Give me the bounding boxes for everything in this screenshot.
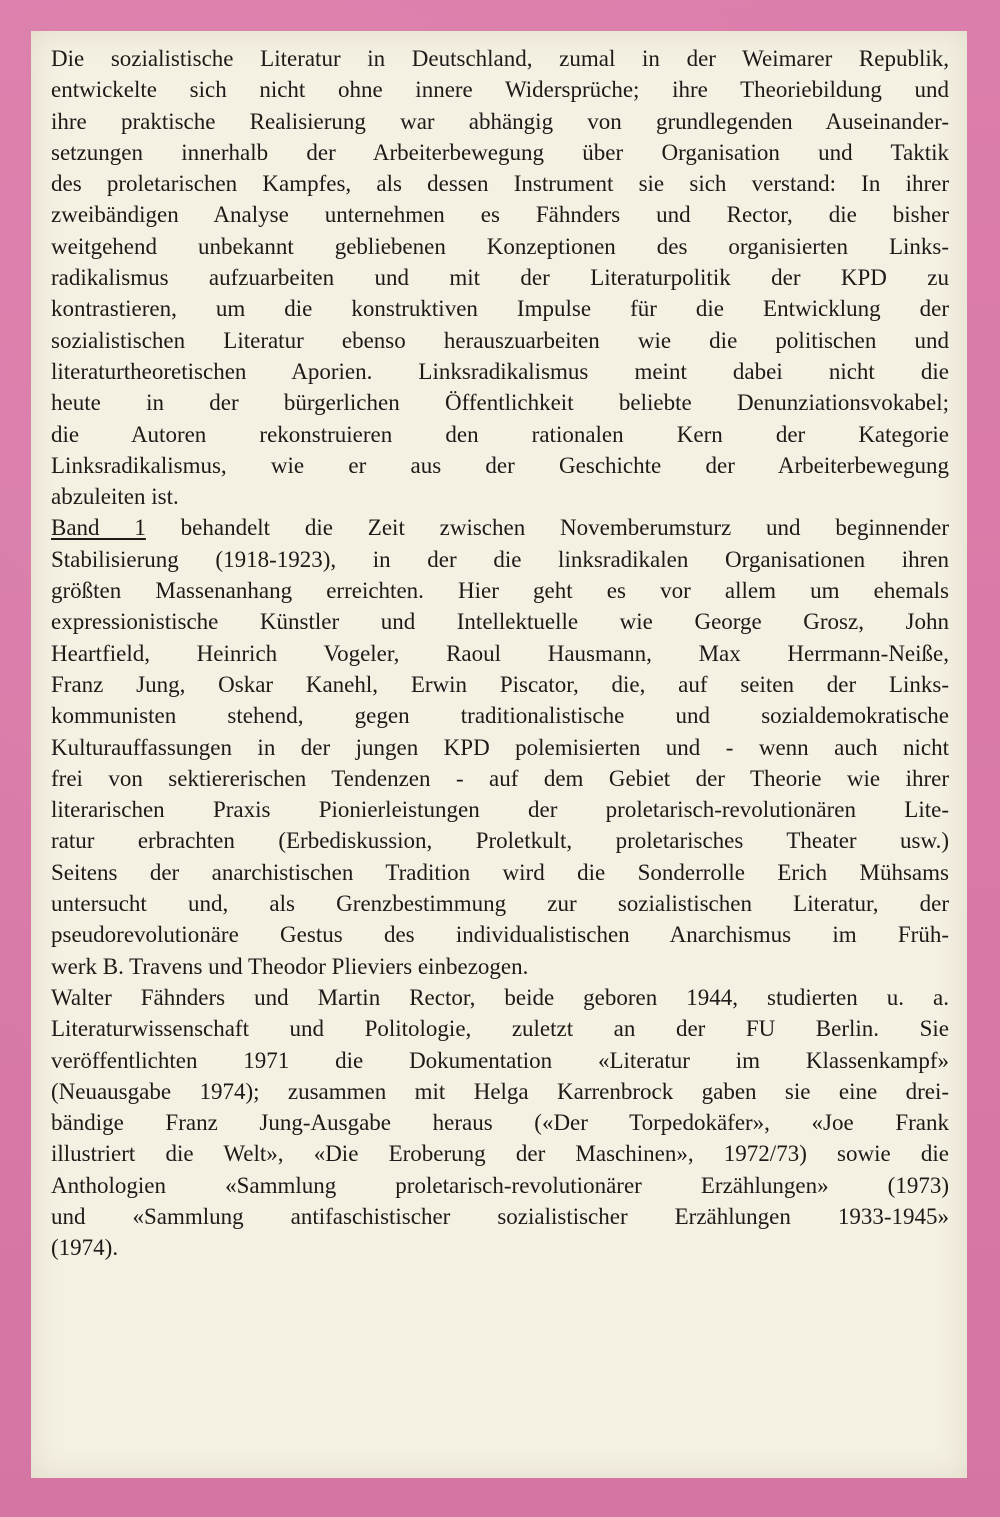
text-line: entwickelte sich nicht ohne innere Widersprüche; ihre Theoriebildung und <box>51 77 949 103</box>
paragraph-authors <box>51 982 949 1264</box>
text-line: literaturtheoretischen Aporien. Linksradikalismus meint dabei nicht die <box>51 358 949 384</box>
text-line: expressionistische Künstler und Intellektuelle wie George Grosz, John <box>51 609 949 635</box>
text-line <box>51 512 949 543</box>
text-line: literarischen Praxis Pionierleistungen der proletarisch-revolutionären Lite- <box>51 797 949 823</box>
text-line: Die sozialistische Literatur in Deutschland, zumal in der Weimarer Republik, <box>51 46 949 71</box>
text-line: zweibändigen Analyse unternehmen es Fähnders und Rector, die bisher <box>51 202 949 228</box>
text-line: sozialistischen Literatur ebenso herauszuarbeiten wie die politischen und <box>51 327 949 353</box>
text-line: bändige Franz Jung-Ausgabe heraus («Der Torpedokäfer», «Joe Frank <box>51 1110 949 1136</box>
text-line: kontrastieren, um die konstruktiven Impulse für die Entwicklung der <box>51 296 949 322</box>
text-line: pseudorevolutionäre Gestus des individualistischen Anarchismus im Früh- <box>51 922 949 948</box>
text-line: Seitens der anarchistischen Tradition wird die Sonderrolle Erich Mühsams <box>51 859 949 885</box>
text-line: ratur erbrachten (Erbediskussion, Proletkult, proletarisches Theater usw.) <box>51 828 949 854</box>
text-line: abzuleiten ist. <box>51 484 179 510</box>
blurb-text <box>51 43 949 1264</box>
text-line: radikalismus aufzuarbeiten und mit der Literaturpolitik der KPD zu <box>51 265 949 291</box>
text-line: Franz Jung, Oskar Kanehl, Erwin Piscator, die, auf seiten der Links- <box>51 671 949 697</box>
band-label: Band 1 <box>51 515 146 541</box>
paragraph-band-1 <box>51 512 949 981</box>
text-line: werk B. Travens und Theodor Plieviers einbezogen. <box>51 953 529 979</box>
text-line: Heartfield, Heinrich Vogeler, Raoul Hausmann, Max Herrmann-Neiße, <box>51 640 949 666</box>
text-line: Anthologien «Sammlung proletarisch-revolutionärer Erzählungen» (1973) <box>51 1172 949 1198</box>
text-line: die Autoren rekonstruieren den rationalen Kern der Kategorie <box>51 421 949 447</box>
text-line: illustriert die Welt», «Die Eroberung der Maschinen», 1972/73) sowie die <box>51 1141 949 1167</box>
text-line: (1974). <box>51 1235 119 1261</box>
text-line: setzungen innerhalb der Arbeiterbewegung über Organisation und Taktik <box>51 139 949 165</box>
text-line: kommunisten stehend, gegen traditionalistische und sozialdemokratische <box>51 703 949 729</box>
text-line: Literaturwissenschaft und Politologie, zuletzt an der FU Berlin. Sie <box>51 1016 949 1042</box>
text-line: Walter Fähnders und Martin Rector, beide geboren 1944, studierten u. a. <box>51 984 949 1010</box>
text-line: größten Massenanhang erreichten. Hier geht es vor allem um ehemals <box>51 578 949 604</box>
text-line: frei von sektiererischen Tendenzen - auf dem Gebiet der Theorie wie ihrer <box>51 765 949 791</box>
text-line: ihre praktische Realisierung war abhängig von grundlegenden Auseinander- <box>51 108 949 134</box>
text-line: heute in der bürgerlichen Öffentlichkeit beliebte Denunziationsvokabel; <box>51 390 949 416</box>
text-line: untersucht und, als Grenzbestimmung zur sozialistischen Literatur, der <box>51 891 949 917</box>
text-line: des proletarischen Kampfes, als dessen Instrument sie sich verstand: In ihrer <box>51 171 949 197</box>
text-line: Kulturauffassungen in der jungen KPD polemisierten und - wenn auch nicht <box>51 734 949 760</box>
text-line: und «Sammlung antifaschistischer sozialistischer Erzählungen 1933-1945» <box>51 1203 949 1229</box>
paragraph-intro <box>51 43 949 512</box>
band-line-rest: behandelt die Zeit zwischen Novemberumsturz und beginnender <box>145 515 949 541</box>
text-line: veröffentlichten 1971 die Dokumentation «Literatur im Klassenkampf» <box>51 1047 949 1073</box>
text-line: (Neuausgabe 1974); zusammen mit Helga Karrenbrock gaben sie eine drei- <box>51 1078 949 1104</box>
text-line: Linksradikalismus, wie er aus der Geschichte der Arbeiterbewegung <box>51 452 949 478</box>
text-line: weitgehend unbekannt gebliebenen Konzeptionen des organisierten Links- <box>51 233 949 259</box>
text-line: Stabilisierung (1918-1923), in der die linksradikalen Organisationen ihren <box>51 546 949 572</box>
